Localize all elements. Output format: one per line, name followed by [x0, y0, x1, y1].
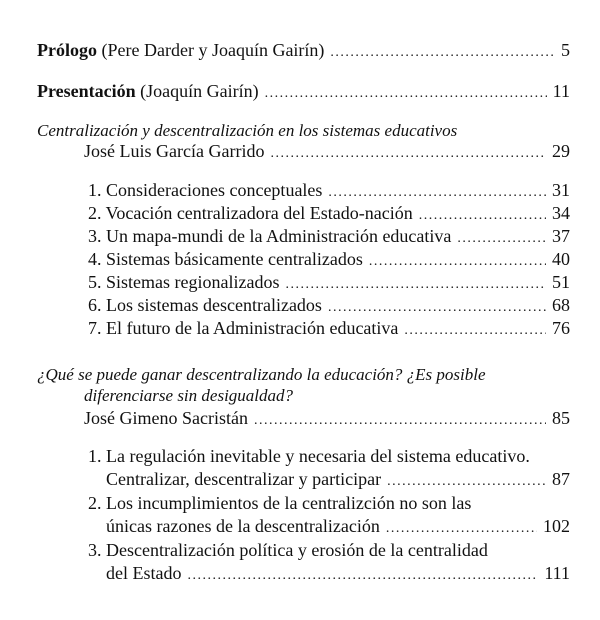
- chapter-2-title-line-2: diferenciarse sin desigualdad?: [84, 386, 294, 405]
- toc-subentry: 4. Sistemas básicamente centralizados . . . 40: [88, 249, 570, 270]
- chapter-2-author-line: [84, 408, 570, 429]
- toc-subentry: del Estado . . . 111: [106, 563, 570, 584]
- toc-subentry: Centralizar, descentralizar y participar . . . 87: [106, 469, 570, 490]
- dot-leader: [265, 81, 547, 102]
- toc-entry-prologo: [37, 40, 570, 61]
- dot-leader: [330, 40, 555, 61]
- page-number: 85: [552, 408, 570, 428]
- chapter-1-title: Centralización y descentralización en los sistemas educativos: [37, 121, 458, 140]
- toc-subentry-line: 2. Los incumplimientos de la centralizción no son las: [88, 493, 472, 513]
- page-number: 29: [552, 141, 570, 161]
- dot-leader: [254, 408, 546, 429]
- toc-subentry: 3. Un mapa-mundi de la Administración educativa . . . 37: [88, 226, 570, 247]
- toc-subentry-line: 1. La regulación inevitable y necesaria del sistema educativo.: [88, 446, 530, 466]
- chapter-1-author-line: [84, 141, 570, 162]
- page-number: 5: [561, 40, 570, 60]
- toc-subentry: únicas razones de la descentralización . . . 102: [106, 516, 570, 537]
- toc-subentry: 6. Los sistemas descentralizados . . . 68: [88, 295, 570, 316]
- chapter-author: José Gimeno Sacristán: [84, 408, 248, 428]
- toc-subentry-line: 3. Descentralización política y erosión de la centralidad: [88, 540, 488, 560]
- toc-subentry: 1. Consideraciones conceptuales . . . 31: [88, 180, 570, 201]
- toc-subentry: 2. Vocación centralizadora del Estado-nación . . . 34: [88, 203, 570, 224]
- entry-title: Presentación (Joaquín Gairín): [37, 81, 259, 101]
- toc-entry-presentacion: [37, 81, 570, 102]
- chapter-2-title-line-1: ¿Qué se puede ganar descentralizando la educación? ¿Es posible: [37, 365, 486, 384]
- chapter-author: José Luis García Garrido: [84, 141, 265, 161]
- entry-title: Prólogo (Pere Darder y Joaquín Gairín): [37, 40, 325, 60]
- page-number: 11: [552, 81, 570, 101]
- toc-subentry: 5. Sistemas regionalizados . . . 51: [88, 272, 570, 293]
- toc-subentry: 7. El futuro de la Administración educativa . . . 76: [88, 318, 570, 339]
- dot-leader: [270, 141, 546, 162]
